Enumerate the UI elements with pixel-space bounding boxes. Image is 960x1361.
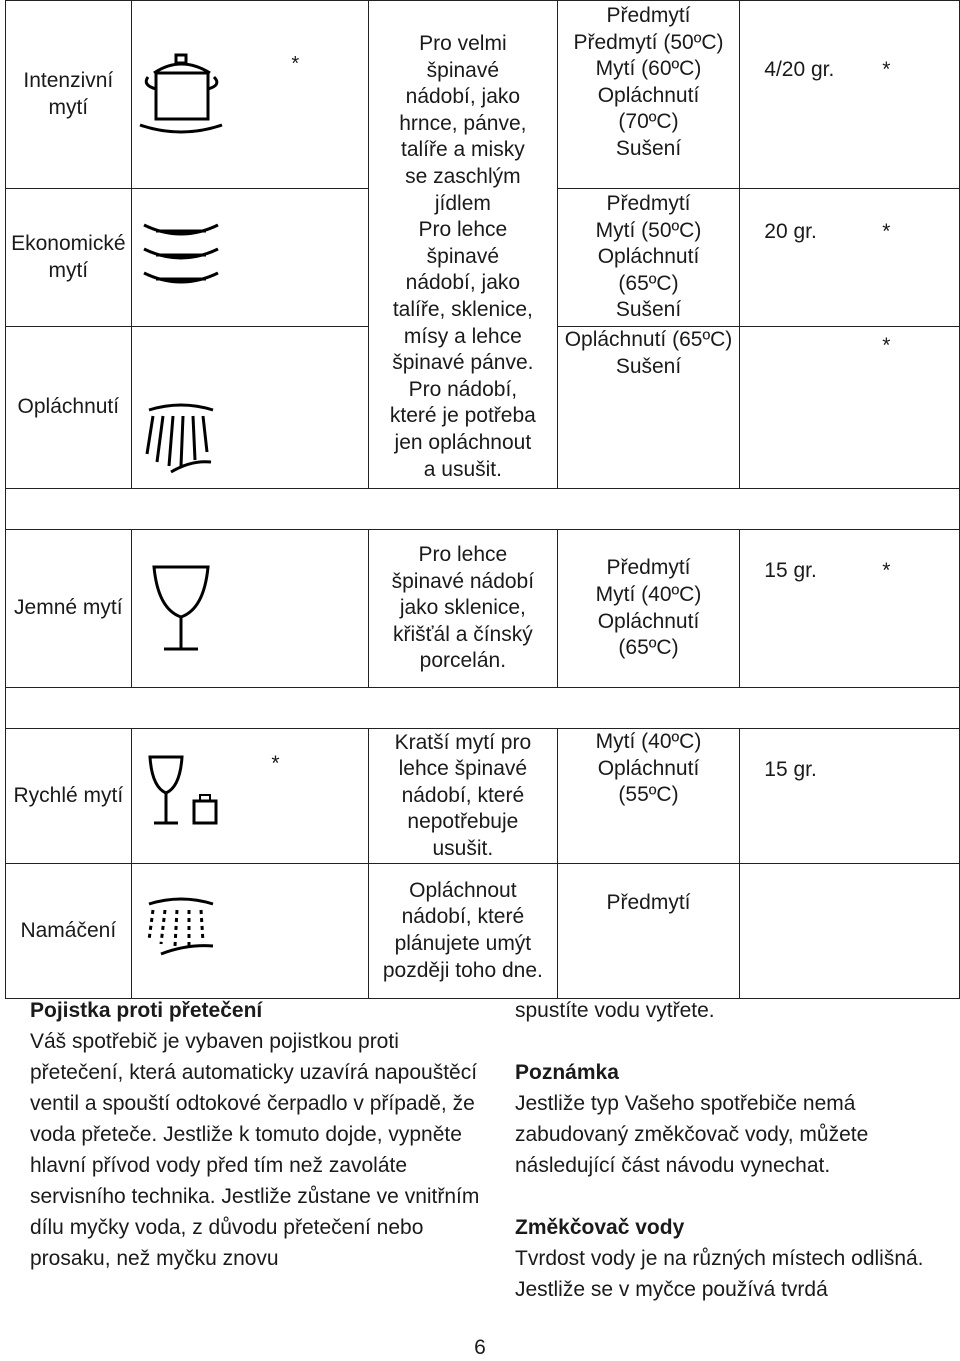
description: Opláchnout nádobí, které plánujete umýt později toho dne. <box>369 864 558 999</box>
section-text: Váš spotřebič je vybaven pojistkou proti přetečení, která automaticky uzavírá napouštěcí ventil a spouští odtokové čerpadlo v případě, že voda přeteče. Jestliže k tomuto dojde, vypněte hlavní přívod vody před tím než zavoláte servisního technika. Jestliže zůstane ve vnitřním dílu myčky voda, z důvodu přetečení nebo prosaku, než myčku znovu <box>30 1030 480 1270</box>
rinse-icon <box>141 400 221 480</box>
overflow-section <box>30 995 480 1274</box>
program-icon-cell <box>131 1 229 189</box>
phases: Opláchnutí (65ºC) Sušení <box>557 327 740 489</box>
section-text: spustíte vodu vytřete. <box>515 999 715 1022</box>
detergent-star: * <box>882 220 891 243</box>
page-number: 6 <box>474 1336 486 1359</box>
table-row <box>6 1 960 189</box>
option-star: * <box>291 53 300 75</box>
table-row <box>6 729 960 864</box>
detergent-cell <box>740 1 960 189</box>
program-name: Intenzivní mytí <box>6 1 132 189</box>
program-name: Rychlé mytí <box>6 729 132 864</box>
section-heading: Změkčovač vody <box>515 1216 685 1239</box>
pot-icon <box>136 45 226 145</box>
phases: Předmytí <box>557 864 740 999</box>
detergent-star: * <box>882 58 891 81</box>
detergent-cell <box>740 729 960 864</box>
detergent-cell <box>740 189 960 327</box>
description: Pro lehce špinavé nádobí jako sklenice, křišťál a čínský porcelán. <box>369 530 558 688</box>
detergent-amount: 4/20 gr. <box>764 58 835 81</box>
program-name: Opláchnutí <box>6 327 132 489</box>
glass-cup-icon <box>136 751 226 841</box>
table-row <box>6 530 960 688</box>
section-heading: Pojistka proti přetečení <box>30 999 263 1022</box>
detergent-star: * <box>882 559 891 582</box>
description-group <box>369 1 558 489</box>
description: Pro velmi špinavé nádobí, jako hrnce, pánve, talíře a misky se zaschlým jídlem <box>399 32 527 215</box>
program-name: Ekonomické mytí <box>6 189 132 327</box>
wineglass-icon <box>146 559 216 659</box>
program-name: Namáčení <box>6 864 132 999</box>
program-table <box>5 0 960 999</box>
section-heading: Poznámka <box>515 1061 619 1084</box>
phases: Předmytí Mytí (40ºC) Opláchnutí (65ºC) <box>557 530 740 688</box>
plates-icon <box>136 213 226 303</box>
program-name: Jemné mytí <box>6 530 132 688</box>
detergent-amount: 15 gr. <box>764 758 817 781</box>
right-column <box>515 995 955 1305</box>
description: Pro nádobí, které je potřeba jen opláchnout a usušit. <box>389 377 536 481</box>
description: Kratší mytí pro lehce špinavé nádobí, které nepotřebuje usušit. <box>369 729 558 864</box>
phases: Předmytí Předmytí (50ºC) Mytí (60ºC) Opláchnutí (70ºC) Sušení <box>557 1 740 189</box>
detergent-amount: 20 gr. <box>764 220 817 243</box>
phases: Předmytí Mytí (50ºC) Opláchnutí (65ºC) Sušení <box>557 189 740 327</box>
description: Pro lehce špinavé nádobí, jako talíře, sklenice, mísy a lehce špinavé pánve. <box>392 218 534 375</box>
detergent-star: * <box>882 334 891 357</box>
section-text: Jestliže typ Vašeho spotřebiče nemá zabudovaný změkčovač vody, můžete následující část návodu vynechat. <box>515 1092 869 1177</box>
detergent-cell <box>740 327 960 489</box>
detergent-amount: 15 gr. <box>764 559 817 582</box>
phases: Mytí (40ºC) Opláchnutí (55ºC) <box>557 729 740 864</box>
table-row <box>6 864 960 999</box>
soak-icon <box>141 896 221 966</box>
option-star: * <box>271 752 280 775</box>
section-text: Tvrdost vody je na různých místech odlišná. Jestliže se v myčce používá tvrdá <box>515 1247 924 1301</box>
detergent-cell <box>740 530 960 688</box>
